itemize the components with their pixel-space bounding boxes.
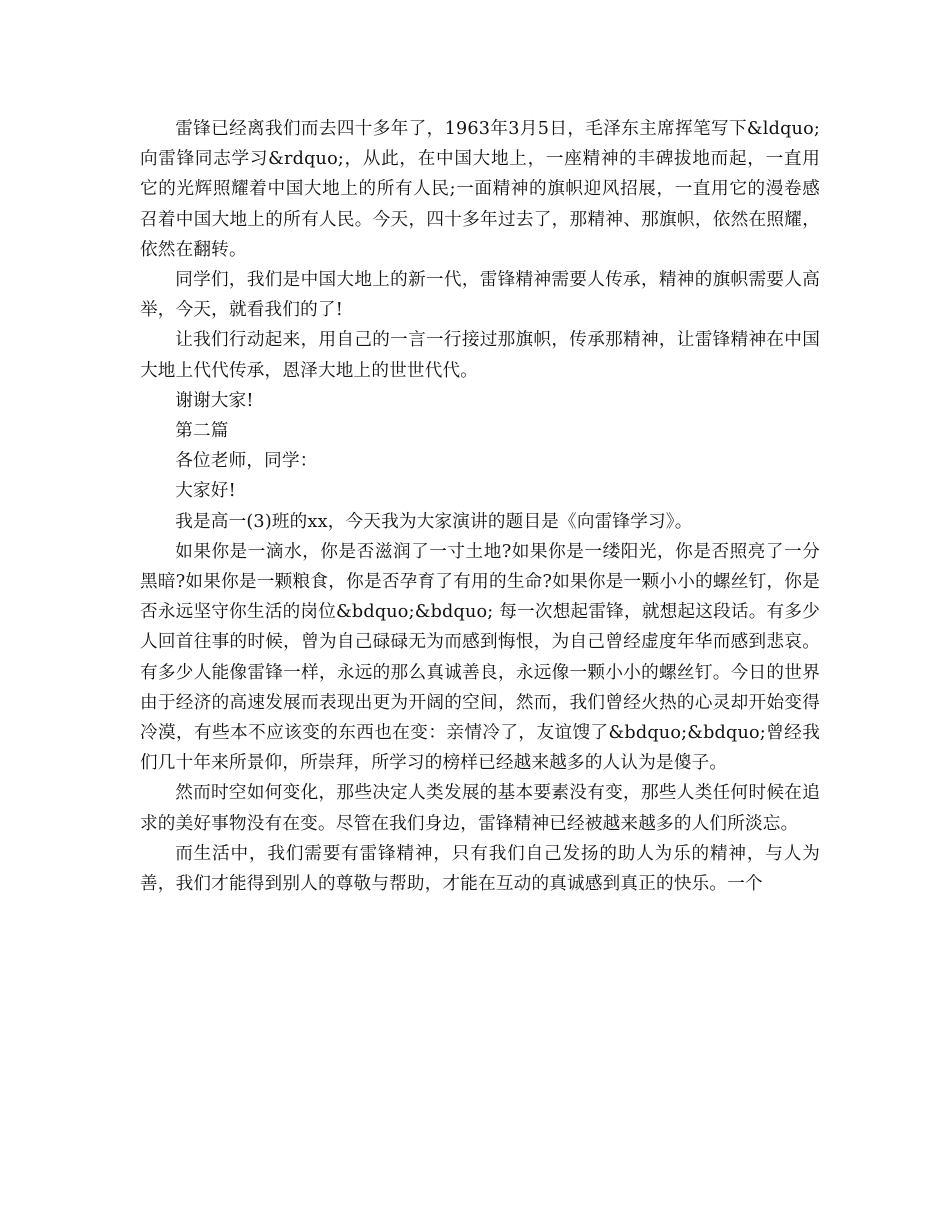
paragraph-2: 同学们，我们是中国大地上的新一代，雷锋精神需要人传承，精神的旗帜需要人高举，今天，就看我们的了! [140, 270, 820, 321]
paragraph-4: 谢谢大家! [175, 390, 254, 411]
document-body [140, 114, 820, 899]
paragraph-9: 如果你是一滴水，你是否滋润了一寸土地?如果你是一缕阳光，你是否照亮了一分黑暗?如果你是一颗粮食，你是否孕育了有用的生命?如果你是一颗小小的螺丝钉，你是否永远坚守你生活的岗位&bdquo;&bdquo; 每一次想起雷锋，就想起这段话。有多少人回首往事的时候，曾为自己碌碌无为而感到悔恨，为自己曾经虚度年华而感到悲哀。有多少人能像雷锋一样，永远的那么真诚善良，永远像一颗小小的螺丝钉。今日的世界由于经济的高速发展而表现出更为开阔的空间，然而，我们曾经火热的心灵却开始变得冷漠，有些本不应该变的东西也在变：亲情冷了，友谊馊了&bdquo;&bdquo;曾经我们几十年来所景仰，所崇拜，所学习的榜样已经越来越多的人认为是傻子。 [140, 541, 820, 774]
paragraph-7: 大家好! [175, 481, 236, 502]
paragraph-6: 各位老师，同学： [175, 451, 318, 472]
paragraph-10: 然而时空如何变化，那些决定人类发展的基本要素没有变，那些人类任何时候在追求的美好事物没有在变。尽管在我们身边，雷锋精神已经被越来越多的人们所淡忘。 [140, 783, 820, 834]
paragraph-11: 而生活中，我们需要有雷锋精神，只有我们自己发扬的助人为乐的精神，与人为善，我们才能得到别人的尊敬与帮助，才能在互动的真诚感到真正的快乐。一个 [140, 843, 820, 895]
paragraph-1: 雷锋已经离我们而去四十多年了，1963年3月5日，毛泽东主席挥笔写下&ldquo;向雷锋同志学习&rdquo;，从此，在中国大地上，一座精神的丰碑拔地而起，一直用它的光辉照耀着中国大地上的所有人民;一面精神的旗帜迎风招展，一直用它的漫卷感召着中国大地上的所有人民。今天，四十多年过去了，那精神、那旗帜，依然在照耀，依然在翻转。 [140, 119, 820, 260]
paragraph-8: 我是高一(3)班的xx，今天我为大家演讲的题目是《向雷锋学习》。 [175, 511, 693, 532]
paragraph-5: 第二篇 [175, 421, 229, 442]
paragraph-3: 让我们行动起来，用自己的一言一行接过那旗帜，传承那精神，让雷锋精神在中国大地上代代传承，恩泽大地上的世世代代。 [140, 330, 820, 381]
